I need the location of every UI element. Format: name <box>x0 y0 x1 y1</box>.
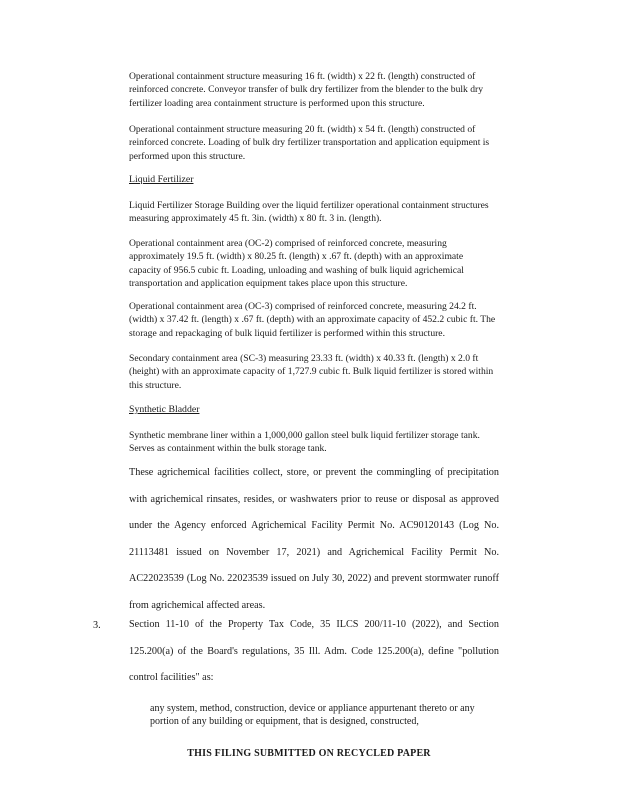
paragraph-synthetic-liner: Synthetic membrane liner within a 1,000,000 gallon steel bulk liquid fertilizer storage tank. Serves as containment within the bulk storage tank. <box>129 430 480 455</box>
heading-synthetic-bladder: Synthetic Bladder <box>129 404 200 415</box>
block-quote: any system, method, construction, device or appliance appurtenant thereto or any portion of any building or equipment, that is designed, constructed, <box>150 703 475 727</box>
paragraph-section-3: Section 11-10 of the Property Tax Code, 35 ILCS 200/11-10 (2022), and Section 125.200(a) of the Board's regulations, 35 Ill. Adm. Code 125.200(a), define "pollution control facilities" as: <box>129 619 499 684</box>
heading-liquid-fertilizer: Liquid Fertilizer <box>129 174 194 185</box>
paragraph-conveyor-containment: Operational containment structure measuring 16 ft. (width) x 22 ft. (length) constructed of reinforced concrete. Conveyor transfer of bulk dry fertilizer from the blender to the bulk dry fertilizer loading area containment structure is performed upon this structure. <box>129 71 484 109</box>
paragraph-loading-containment: Operational containment structure measuring 20 ft. (width) x 54 ft. (length) constructed of reinforced concrete. Loading of bulk dry fertilizer transportation and application equipment is performed upon this structure. <box>129 124 490 162</box>
paragraph-oc3: Operational containment area (OC-3) comprised of reinforced concrete, measuring 24.2 ft. (width) x 37.42 ft. (length) x .67 ft. (depth) with an approximate capacity of 452.2 cubic ft. The storage and repackaging of bulk liquid fertilizer is performed within this structure. <box>129 301 496 339</box>
paragraph-agrichemical-facilities: These agrichemical facilities collect, store, or prevent the commingling of precipitation with agrichemical rinsates, resides, or washwaters prior to reuse or disposal as approved under the Agency enforced Agrichemical Facility Permit No. AC90120143 (Log No. 21113481 issued on November 17, 2021) and Agrichemical Facility Permit No. AC22023539 (Log No. 22023539 issued on July 30, 2022) and prevent stormwater runoff from agrichemical affected areas. <box>129 467 499 611</box>
paragraph-sc3: Secondary containment area (SC-3) measuring 23.33 ft. (width) x 40.33 ft. (length) x 2.0 ft (height) with an approximate capacity of 1,727.9 cubic ft. Bulk liquid fertilizer is stored within this structure. <box>129 353 494 391</box>
section-number: 3. <box>93 620 101 631</box>
paragraph-storage-building: Liquid Fertilizer Storage Building over the liquid fertilizer operational containment structures measuring approximately 45 ft. 3in. (width) x 80 ft. 3 in. (length). <box>129 200 489 225</box>
footer-recycled-paper: THIS FILING SUBMITTED ON RECYCLED PAPER <box>187 748 431 759</box>
paragraph-oc2: Operational containment area (OC-2) comprised of reinforced concrete, measuring approximately 19.5 ft. (width) x 80.25 ft. (length) x .67 ft. (depth) with an approximate capacity of 956.5 cubic ft. Loading, unloading and washing of bulk liquid agrichemical transportation and application equipment takes place upon this structure. <box>129 238 464 289</box>
